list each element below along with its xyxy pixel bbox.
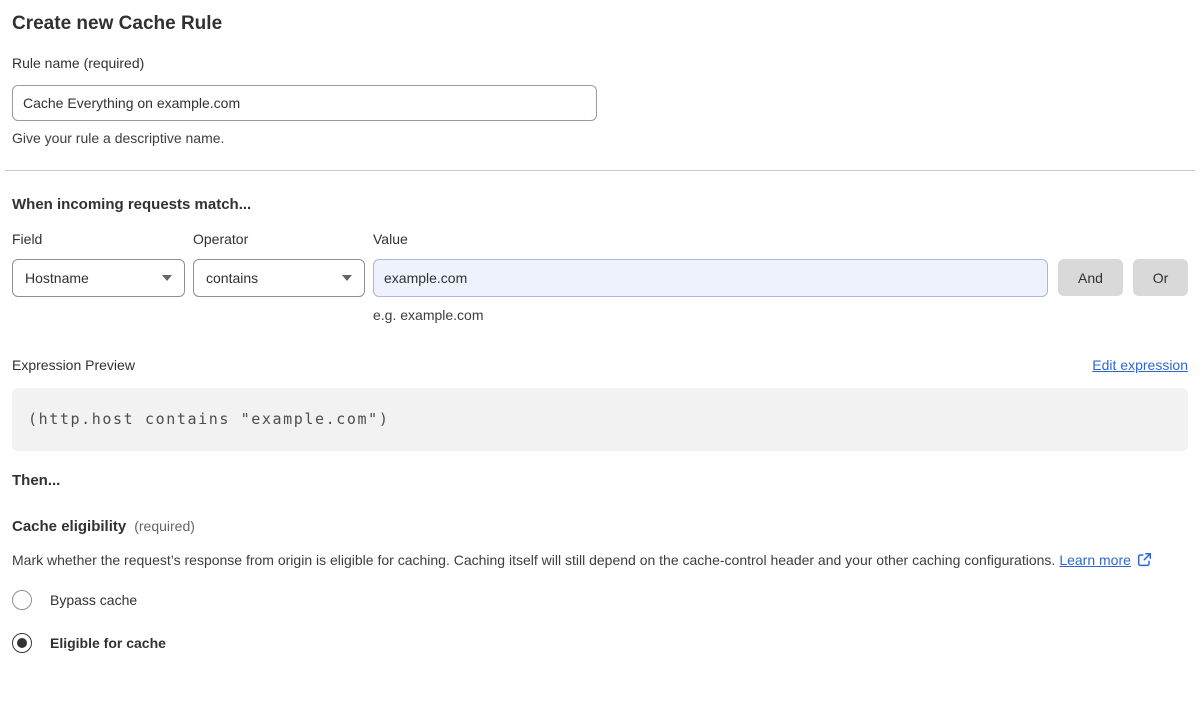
field-label: Field	[12, 231, 43, 247]
chevron-down-icon	[342, 275, 352, 281]
expression-preview-row	[12, 357, 1188, 373]
value-label: Value	[373, 231, 408, 247]
bypass-cache-option[interactable]	[12, 590, 1188, 610]
edit-expression-link[interactable]: Edit expression	[1092, 357, 1188, 373]
operator-select[interactable]	[193, 259, 365, 297]
rule-name-help-text: Give your rule a descriptive name.	[12, 130, 225, 146]
field-group	[12, 231, 185, 297]
value-group	[373, 231, 1048, 323]
operator-select-value: contains	[206, 270, 259, 286]
section-divider	[5, 170, 1195, 171]
learn-more-link[interactable]: Learn more	[1059, 552, 1131, 568]
expression-code: (http.host contains "example.com")	[28, 410, 390, 428]
expression-preview-block	[12, 388, 1188, 451]
value-input[interactable]	[373, 259, 1048, 297]
eligible-for-cache-radio[interactable]	[12, 633, 32, 653]
field-select-value: Hostname	[25, 270, 89, 286]
cache-eligibility-heading-row	[12, 518, 1188, 536]
cache-eligibility-heading: Cache eligibility	[12, 518, 127, 535]
operator-group	[193, 231, 365, 297]
operator-label: Operator	[193, 231, 249, 247]
external-link-icon	[1137, 552, 1152, 567]
create-cache-rule-form	[0, 13, 1200, 653]
and-button[interactable]: And	[1058, 259, 1123, 296]
cache-eligibility-description	[12, 548, 1172, 573]
field-select[interactable]	[12, 259, 185, 297]
rule-name-input[interactable]	[12, 85, 597, 121]
or-button[interactable]: Or	[1133, 259, 1188, 296]
required-note: (required)	[134, 518, 195, 534]
then-section-heading: Then...	[12, 472, 61, 489]
bypass-cache-radio[interactable]	[12, 590, 32, 610]
eligible-for-cache-option[interactable]	[12, 633, 1188, 653]
value-help-text: e.g. example.com	[373, 307, 484, 323]
eligible-for-cache-label: Eligible for cache	[50, 635, 166, 651]
expression-builder-row	[12, 231, 1188, 323]
page-title: Create new Cache Rule	[12, 13, 223, 34]
chevron-down-icon	[162, 275, 172, 281]
expression-preview-label: Expression Preview	[12, 357, 135, 373]
match-section-heading: When incoming requests match...	[12, 196, 252, 213]
cache-eligibility-description-text: Mark whether the request’s response from origin is eligible for caching. Caching itself will still depend on the cache-control header and your other caching configurations.	[12, 552, 1056, 568]
rule-name-label: Rule name (required)	[12, 55, 145, 71]
bypass-cache-label: Bypass cache	[50, 592, 138, 608]
